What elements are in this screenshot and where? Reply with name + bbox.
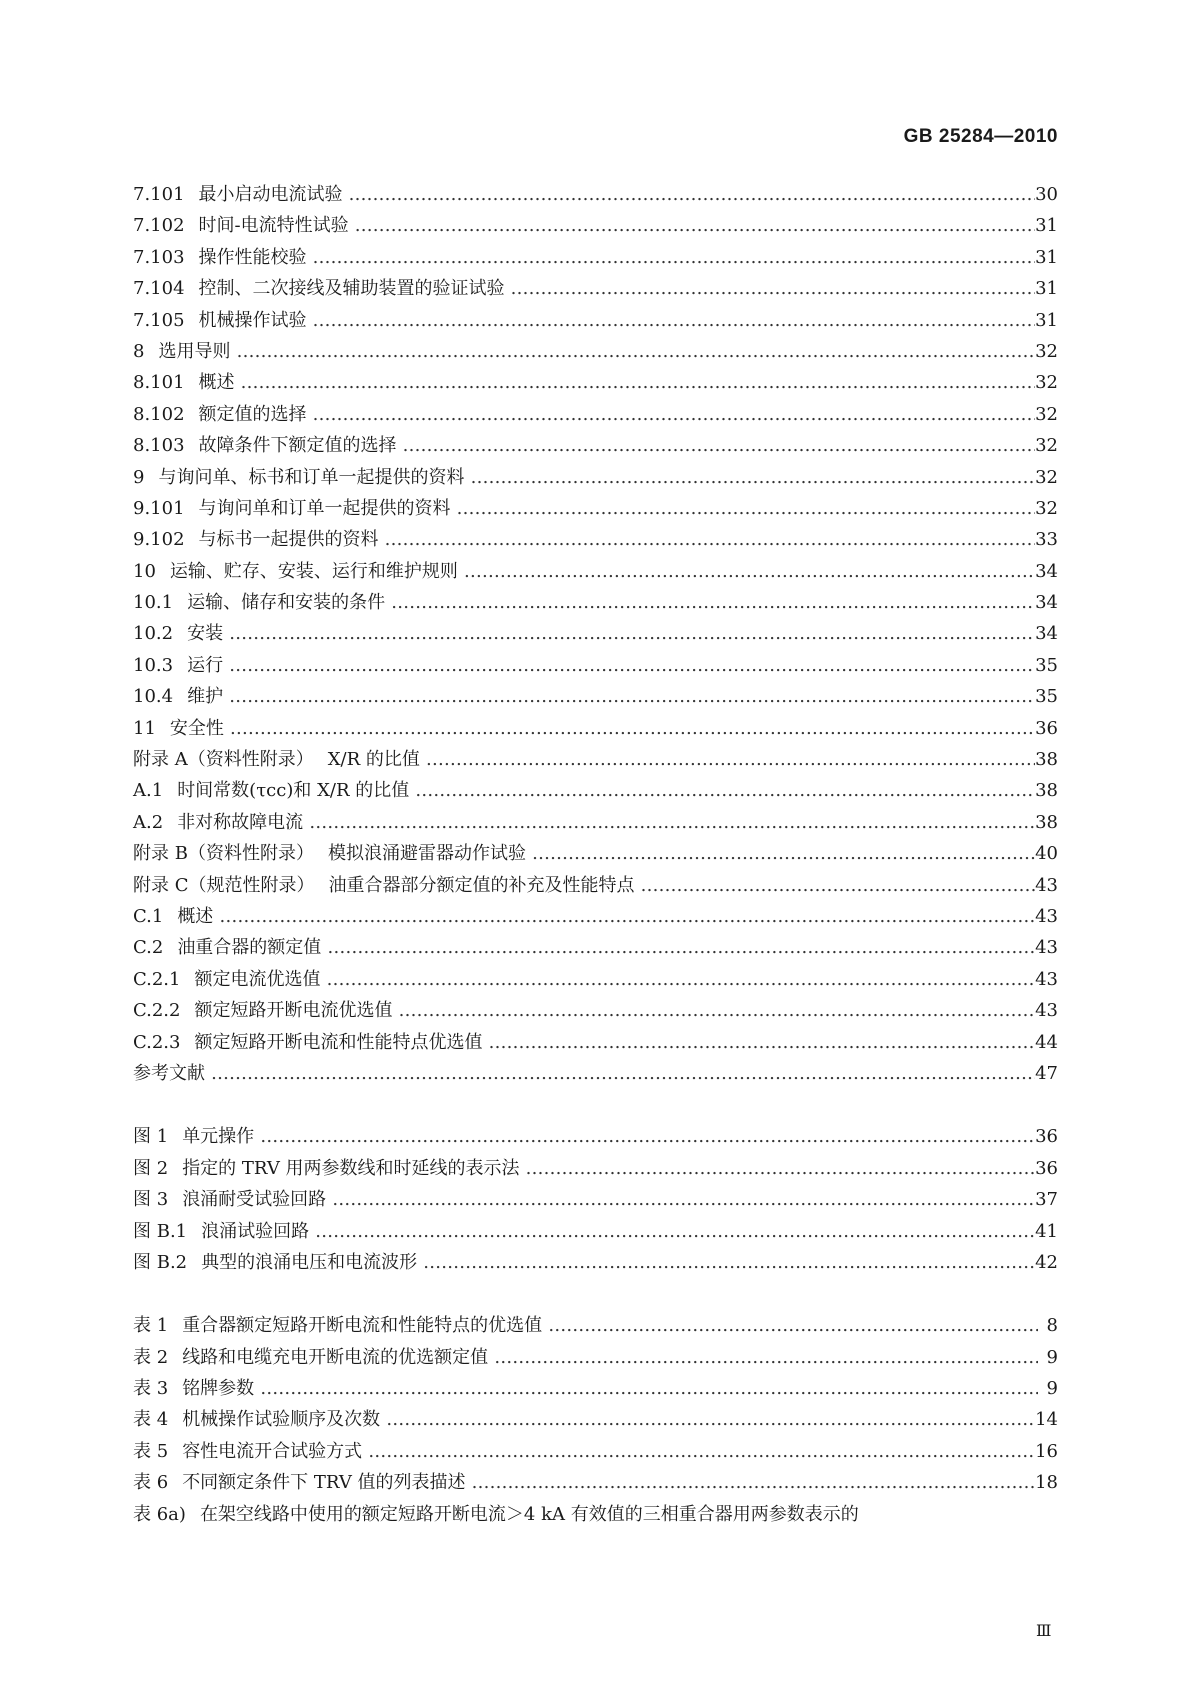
entry-number: 表 4 bbox=[133, 1409, 169, 1431]
dot-leader bbox=[380, 1409, 1035, 1430]
page-number: Ⅲ bbox=[1036, 1621, 1052, 1640]
dot-leader bbox=[458, 561, 1035, 582]
entry-title: 维护 bbox=[187, 686, 224, 708]
dot-leader bbox=[397, 435, 1036, 456]
entry-title: 运输、储存和安装的条件 bbox=[187, 592, 386, 614]
dot-leader bbox=[223, 686, 1035, 707]
dot-leader bbox=[392, 1000, 1035, 1021]
entry-title: 浪涌试验回路 bbox=[201, 1220, 310, 1242]
entry-number: 图 3 bbox=[133, 1189, 169, 1211]
entry-page: 9 bbox=[1046, 1346, 1058, 1368]
toc-entry[interactable] bbox=[133, 588, 1058, 619]
entry-title: 重合器额定短路开断电流和性能特点的优选值 bbox=[182, 1315, 543, 1337]
entry-number: 8.103 bbox=[133, 435, 185, 457]
dot-leader bbox=[223, 655, 1035, 676]
entry-title: 模拟浪涌避雷器动作试验 bbox=[327, 843, 526, 865]
dot-leader bbox=[526, 843, 1035, 864]
toc-entry[interactable] bbox=[133, 682, 1058, 713]
toc-entry[interactable] bbox=[133, 933, 1058, 964]
entry-page: 31 bbox=[1035, 246, 1058, 268]
toc-entry[interactable] bbox=[133, 619, 1058, 650]
entry-title: 时间常数(τcc)和 X/R 的比值 bbox=[177, 780, 410, 802]
entry-page: 43 bbox=[1035, 937, 1058, 959]
toc-entry[interactable] bbox=[133, 1059, 1058, 1090]
entry-number: 图 1 bbox=[133, 1126, 169, 1148]
entry-title: 运行 bbox=[187, 654, 224, 676]
entry-title: 与标书一起提供的资料 bbox=[198, 529, 379, 551]
entry-number: C.1 bbox=[133, 905, 164, 927]
entry-number: C.2.3 bbox=[133, 1031, 181, 1053]
dot-leader bbox=[254, 1378, 1038, 1399]
entry-page: 36 bbox=[1035, 717, 1058, 739]
entry-number: 表 6 bbox=[133, 1472, 169, 1494]
dot-leader bbox=[235, 372, 1036, 393]
entry-number: 表 1 bbox=[133, 1315, 169, 1337]
entry-page: 37 bbox=[1035, 1189, 1058, 1211]
table-of-contents bbox=[133, 180, 1058, 1531]
entry-page: 18 bbox=[1035, 1472, 1058, 1494]
entry-page: 34 bbox=[1035, 560, 1058, 582]
toc-entry[interactable] bbox=[133, 400, 1058, 431]
entry-number: 附录 C（规范性附录） bbox=[133, 874, 315, 896]
toc-entry[interactable] bbox=[133, 180, 1058, 211]
entry-title: 非对称故障电流 bbox=[177, 811, 304, 833]
entry-title: 时间-电流特性试验 bbox=[198, 215, 349, 237]
entry-page: 35 bbox=[1035, 686, 1058, 708]
dot-leader bbox=[385, 592, 1035, 613]
entry-page: 43 bbox=[1035, 1000, 1058, 1022]
entry-title: 额定短路开断电流优选值 bbox=[194, 1000, 393, 1022]
entry-number: 8 bbox=[133, 340, 145, 362]
dot-leader bbox=[362, 1441, 1035, 1462]
entry-page: 32 bbox=[1035, 372, 1058, 394]
toc-entry[interactable] bbox=[133, 996, 1058, 1027]
dot-leader bbox=[307, 310, 1036, 331]
entry-page: 42 bbox=[1035, 1251, 1058, 1273]
dot-leader bbox=[224, 718, 1035, 739]
entry-page: 31 bbox=[1035, 309, 1058, 331]
toc-entry[interactable] bbox=[133, 1343, 1058, 1374]
entry-title: 运输、贮存、安装、运行和维护规则 bbox=[169, 560, 458, 582]
entry-page: 32 bbox=[1035, 466, 1058, 488]
dot-leader bbox=[635, 875, 1036, 896]
toc-entry[interactable] bbox=[133, 839, 1058, 870]
entry-title: 概述 bbox=[177, 905, 214, 927]
dot-leader bbox=[223, 623, 1035, 644]
entry-title: 典型的浪涌电压和电流波形 bbox=[201, 1251, 418, 1273]
toc-entry[interactable] bbox=[133, 1185, 1058, 1216]
entry-title: 额定值的选择 bbox=[198, 403, 307, 425]
entry-page: 32 bbox=[1035, 435, 1058, 457]
standard-code: GB 25284—2010 bbox=[903, 126, 1058, 147]
dot-leader bbox=[307, 404, 1036, 425]
entry-number: C.2 bbox=[133, 937, 164, 959]
entry-title: 机械操作试验 bbox=[198, 309, 307, 331]
entry-page: 32 bbox=[1035, 403, 1058, 425]
toc-entry[interactable] bbox=[133, 965, 1058, 996]
entry-page: 32 bbox=[1035, 497, 1058, 519]
toc-entry[interactable] bbox=[133, 306, 1058, 337]
entry-title: 额定短路开断电流和性能特点优选值 bbox=[194, 1031, 483, 1053]
entry-number: 7.101 bbox=[133, 184, 185, 205]
toc-entry[interactable] bbox=[133, 714, 1058, 745]
figures-list bbox=[133, 1122, 1058, 1279]
entry-number: 10.2 bbox=[133, 623, 174, 645]
entry-number: 图 B.1 bbox=[133, 1220, 188, 1242]
dot-leader bbox=[482, 1032, 1035, 1053]
toc-entry[interactable] bbox=[133, 1122, 1058, 1153]
toc-entry[interactable] bbox=[133, 274, 1058, 305]
entry-title: 安全性 bbox=[169, 717, 224, 739]
toc-entry[interactable] bbox=[133, 1468, 1058, 1499]
dot-leader bbox=[205, 1063, 1035, 1084]
toc-entry[interactable] bbox=[133, 463, 1058, 494]
entry-title: 不同额定条件下 TRV 值的列表描述 bbox=[182, 1472, 466, 1494]
toc-entry[interactable] bbox=[133, 494, 1058, 525]
entry-number: 9 bbox=[133, 466, 145, 488]
toc-entry[interactable] bbox=[133, 1028, 1058, 1059]
entry-page: 38 bbox=[1035, 811, 1058, 833]
toc-entry[interactable] bbox=[133, 1437, 1058, 1468]
entry-number: 9.102 bbox=[133, 529, 185, 551]
dot-leader bbox=[451, 498, 1036, 519]
dot-leader bbox=[379, 529, 1036, 550]
dot-leader bbox=[230, 341, 1035, 362]
entry-number: 表 5 bbox=[133, 1440, 169, 1462]
entry-title: 概述 bbox=[198, 372, 235, 394]
dot-leader bbox=[254, 1126, 1035, 1147]
dot-leader bbox=[520, 1158, 1036, 1179]
entry-number: 7.105 bbox=[133, 309, 185, 331]
entry-number: 8.102 bbox=[133, 403, 185, 425]
entry-title: 最小启动电流试验 bbox=[198, 184, 343, 205]
toc-entry-continued[interactable] bbox=[133, 1500, 1058, 1531]
entry-title: 单元操作 bbox=[182, 1126, 255, 1148]
dot-leader bbox=[466, 1472, 1036, 1493]
dot-leader bbox=[326, 1189, 1035, 1210]
dot-leader bbox=[488, 1347, 1038, 1368]
entry-page: 38 bbox=[1035, 780, 1058, 802]
dot-leader bbox=[349, 215, 1035, 236]
toc-entry[interactable] bbox=[133, 211, 1058, 242]
entry-title: X/R 的比值 bbox=[327, 749, 420, 771]
entry-number: 表 2 bbox=[133, 1346, 169, 1368]
toc-entry[interactable] bbox=[133, 1311, 1058, 1342]
entry-page: 43 bbox=[1035, 905, 1058, 927]
entry-title: 控制、二次接线及辅助装置的验证试验 bbox=[198, 278, 505, 300]
entry-title: 操作性能校验 bbox=[198, 246, 307, 268]
toc-entry[interactable] bbox=[133, 243, 1058, 274]
dot-leader bbox=[464, 467, 1035, 488]
entry-number: 表 6a) bbox=[133, 1503, 186, 1525]
entry-number: 10.1 bbox=[133, 592, 174, 614]
entry-title: 机械操作试验顺序及次数 bbox=[182, 1409, 381, 1431]
dot-leader bbox=[343, 184, 1036, 205]
entry-title: 浪涌耐受试验回路 bbox=[182, 1189, 327, 1211]
dot-leader bbox=[307, 247, 1036, 268]
toc-entry[interactable] bbox=[133, 871, 1058, 902]
entry-number: 图 B.2 bbox=[133, 1251, 188, 1273]
toc-entry[interactable] bbox=[133, 337, 1058, 368]
contents-list bbox=[133, 180, 1058, 1090]
entry-title: 在架空线路中使用的额定短路开断电流＞4 kA 有效值的三相重合器用两参数表示的 bbox=[199, 1503, 859, 1525]
dot-leader bbox=[409, 780, 1035, 801]
entry-title: 油重合器的额定值 bbox=[177, 937, 322, 959]
toc-entry[interactable] bbox=[133, 431, 1058, 462]
entry-page: 33 bbox=[1035, 529, 1058, 551]
entry-page: 44 bbox=[1035, 1031, 1058, 1053]
entry-page: 43 bbox=[1035, 874, 1058, 896]
toc-entry[interactable] bbox=[133, 1154, 1058, 1185]
entry-title: 指定的 TRV 用两参数线和时延线的表示法 bbox=[182, 1157, 520, 1179]
entry-page: 30 bbox=[1035, 184, 1058, 205]
toc-entry[interactable] bbox=[133, 808, 1058, 839]
entry-page: 9 bbox=[1046, 1378, 1058, 1400]
entry-page: 34 bbox=[1035, 623, 1058, 645]
entry-page: 31 bbox=[1035, 278, 1058, 300]
entry-page: 43 bbox=[1035, 968, 1058, 990]
entry-number: 表 3 bbox=[133, 1378, 169, 1400]
entry-number: 10 bbox=[133, 560, 156, 582]
entry-title: 故障条件下额定值的选择 bbox=[198, 435, 397, 457]
entry-number: C.2.1 bbox=[133, 968, 181, 990]
entry-page: 16 bbox=[1035, 1440, 1058, 1462]
entry-page: 35 bbox=[1035, 654, 1058, 676]
entry-number: 附录 A（资料性附录） bbox=[133, 749, 314, 771]
toc-entry[interactable] bbox=[133, 1248, 1058, 1279]
entry-page: 34 bbox=[1035, 592, 1058, 614]
entry-page: 38 bbox=[1035, 749, 1058, 771]
toc-entry[interactable] bbox=[133, 525, 1058, 556]
toc-entry[interactable] bbox=[133, 902, 1058, 933]
entry-page: 36 bbox=[1035, 1126, 1058, 1148]
toc-entry[interactable] bbox=[133, 776, 1058, 807]
entry-title: 选用导则 bbox=[158, 340, 231, 362]
toc-entry[interactable] bbox=[133, 368, 1058, 399]
toc-entry[interactable] bbox=[133, 557, 1058, 588]
toc-entry[interactable] bbox=[133, 1405, 1058, 1436]
entry-number: 10.3 bbox=[133, 654, 174, 676]
entry-number: 9.101 bbox=[133, 497, 185, 519]
entry-page: 14 bbox=[1035, 1409, 1058, 1431]
entry-number: 8.101 bbox=[133, 372, 185, 394]
entry-number: 7.103 bbox=[133, 246, 185, 268]
entry-page: 36 bbox=[1035, 1157, 1058, 1179]
entry-title: 容性电流开合试验方式 bbox=[182, 1440, 363, 1462]
entry-page: 41 bbox=[1035, 1220, 1058, 1242]
entry-title: 安装 bbox=[187, 623, 224, 645]
entry-page: 31 bbox=[1035, 215, 1058, 237]
entry-title: 油重合器部分额定值的补充及性能特点 bbox=[328, 874, 635, 896]
toc-entry[interactable] bbox=[133, 1374, 1058, 1405]
entry-title: 额定电流优选值 bbox=[194, 968, 321, 990]
entry-number: 10.4 bbox=[133, 686, 174, 708]
entry-number: 7.102 bbox=[133, 215, 185, 237]
entry-number: 7.104 bbox=[133, 278, 185, 300]
dot-leader bbox=[417, 1252, 1035, 1273]
entry-title: 与询问单和订单一起提供的资料 bbox=[198, 497, 451, 519]
entry-number: 11 bbox=[133, 717, 156, 739]
dot-leader bbox=[303, 812, 1035, 833]
entry-number: A.1 bbox=[133, 780, 164, 802]
toc-entry[interactable] bbox=[133, 1217, 1058, 1248]
dot-leader bbox=[309, 1221, 1035, 1242]
entry-number: 参考文献 bbox=[133, 1062, 205, 1084]
entry-number: A.2 bbox=[133, 811, 164, 833]
entry-title: 铭牌参数 bbox=[182, 1378, 255, 1400]
entry-page: 8 bbox=[1046, 1315, 1058, 1337]
toc-entry[interactable] bbox=[133, 745, 1058, 776]
dot-leader bbox=[420, 749, 1035, 770]
dot-leader bbox=[505, 278, 1036, 299]
entry-page: 47 bbox=[1035, 1062, 1058, 1084]
entry-title: 与询问单、标书和订单一起提供的资料 bbox=[158, 466, 465, 488]
entry-page: 40 bbox=[1035, 843, 1058, 865]
toc-entry[interactable] bbox=[133, 651, 1058, 682]
entry-title: 线路和电缆充电开断电流的优选额定值 bbox=[182, 1346, 489, 1368]
entry-number: 图 2 bbox=[133, 1157, 169, 1179]
dot-leader bbox=[320, 969, 1035, 990]
dot-leader bbox=[213, 906, 1035, 927]
dot-leader bbox=[321, 937, 1035, 958]
entry-number: C.2.2 bbox=[133, 1000, 181, 1022]
entry-number: 附录 B（资料性附录） bbox=[133, 843, 314, 865]
dot-leader bbox=[542, 1315, 1038, 1336]
entry-page: 32 bbox=[1035, 340, 1058, 362]
tables-list bbox=[133, 1311, 1058, 1499]
